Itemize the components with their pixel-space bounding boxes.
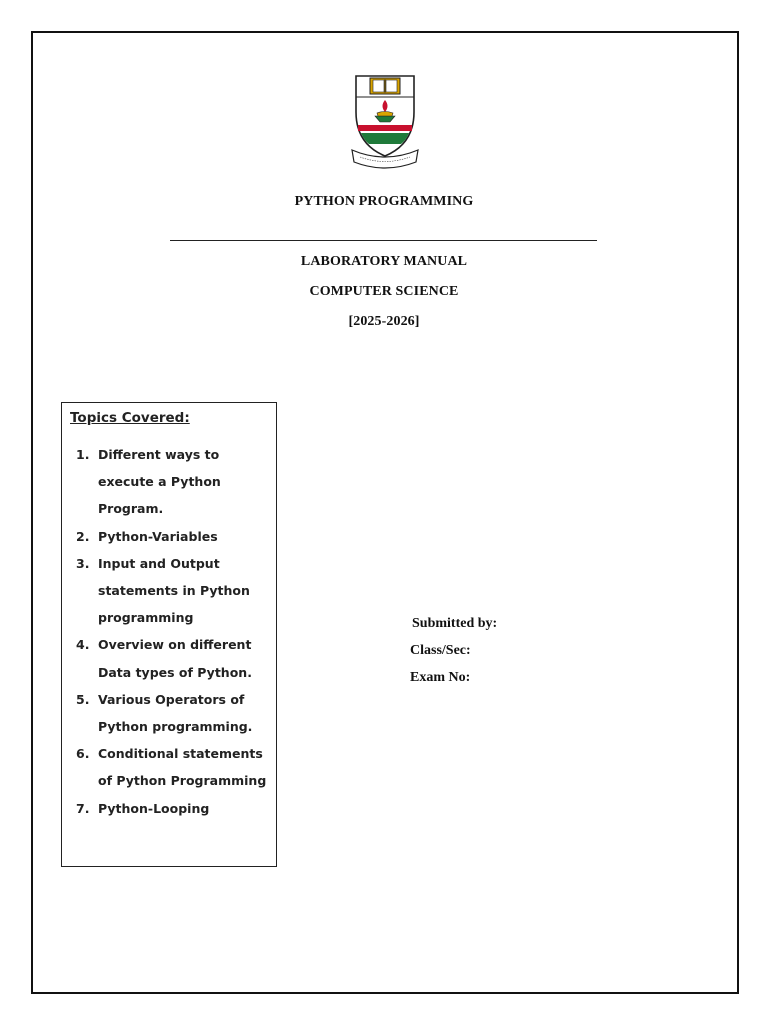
list-item-text: Different ways to execute a Python Program. xyxy=(98,447,221,517)
list-number: 2. xyxy=(76,528,90,544)
list-item xyxy=(62,550,276,632)
department-name: COMPUTER SCIENCE xyxy=(309,284,459,299)
school-crest-logo xyxy=(350,72,420,172)
academic-year: [2025-2026] xyxy=(348,314,420,329)
document-title: PYTHON PROGRAMMING xyxy=(294,194,474,209)
list-number: 5. xyxy=(76,691,90,707)
list-item xyxy=(62,795,276,822)
topics-list xyxy=(62,441,276,822)
list-item xyxy=(62,441,276,523)
list-number: 3. xyxy=(76,555,90,571)
list-item xyxy=(62,523,276,550)
submitted-by-label: Submitted by: xyxy=(412,616,498,631)
topics-heading: Topics Covered: xyxy=(70,410,190,426)
list-number: 6. xyxy=(76,746,90,762)
list-item-text: Conditional statements of Python Programming xyxy=(98,746,267,789)
list-item-text: Python-Looping xyxy=(98,800,210,816)
list-item-text: Overview on different Data types of Python. xyxy=(98,637,252,680)
topics-box xyxy=(61,402,277,867)
exam-no-label: Exam No: xyxy=(410,670,471,685)
document-subtitle: LABORATORY MANUAL xyxy=(300,254,468,269)
list-item-text: Input and Output statements in Python programming xyxy=(98,555,250,626)
list-item xyxy=(62,631,276,685)
list-number: 4. xyxy=(76,637,90,653)
list-item xyxy=(62,686,276,740)
class-sec-label: Class/Sec: xyxy=(410,643,471,658)
list-item-text: Python-Variables xyxy=(98,528,218,544)
list-item xyxy=(62,740,276,794)
list-item-text: Various Operators of Python programming. xyxy=(98,691,253,735)
list-number: 1. xyxy=(76,447,90,462)
title-divider xyxy=(170,240,597,241)
list-number: 7. xyxy=(76,800,90,816)
